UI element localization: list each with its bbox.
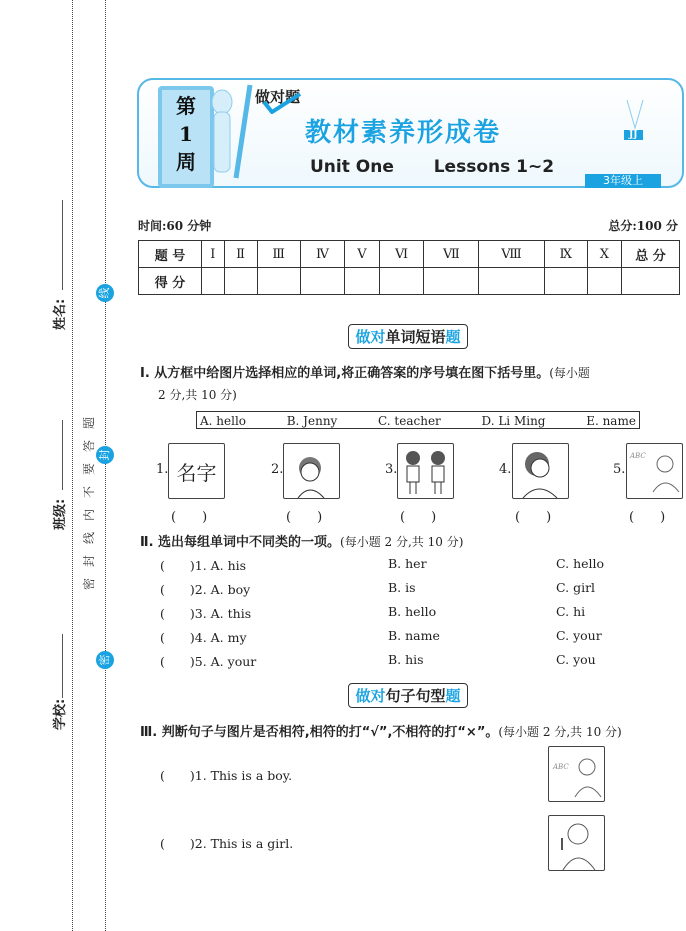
- table-cell: Ⅴ: [345, 241, 379, 268]
- table-cell: Ⅹ: [587, 241, 621, 268]
- table-cell: Ⅳ: [300, 241, 344, 268]
- option-c: C. girl: [556, 580, 596, 595]
- question-2-item[interactable]: ( )3. A. this: [160, 606, 252, 621]
- word-option: E. name: [586, 414, 636, 428]
- question-2-item[interactable]: ( )5. A. your: [160, 654, 257, 669]
- paper-title: 教材素养形成卷: [304, 118, 501, 148]
- section-badge: 做对单词短语题: [348, 324, 467, 349]
- time-limit: 时间:60 分钟: [138, 219, 212, 233]
- table-cell: Ⅷ: [479, 241, 544, 268]
- option-b: B. is: [388, 580, 416, 595]
- picture-teacher: ABC: [548, 746, 605, 802]
- section-badge: 做对句子句型题: [348, 683, 467, 708]
- answer-blank[interactable]: ( ): [171, 510, 208, 525]
- question-3-item[interactable]: ( )2. This is a girl.: [160, 836, 294, 851]
- picture-two-boys: [397, 443, 454, 499]
- option-c: C. your: [556, 628, 602, 643]
- picture-girl: [283, 443, 340, 499]
- option-c: C. you: [556, 652, 596, 667]
- option-b: B. her: [388, 556, 427, 571]
- score-table: [138, 240, 680, 295]
- picture-teacher: ABC: [626, 443, 683, 499]
- week-number: 1: [179, 122, 193, 146]
- picture-boy-pointing: [548, 815, 605, 871]
- question-3-title: Ⅲ. 判断句子与图片是否相符,相符的打“√”,不相符的打“×”。(每小题 2 分,共 10 分): [140, 725, 622, 740]
- unit-label: Unit One: [310, 157, 394, 177]
- seal-warning: 密封线内不要答题: [82, 405, 96, 590]
- score-cell[interactable]: [300, 268, 344, 295]
- seal-feng-icon: 封: [96, 446, 114, 464]
- name-field[interactable]: [62, 200, 63, 290]
- question-2-title: Ⅱ. 选出每组单词中不同类的一项。(每小题 2 分,共 10 分): [140, 535, 464, 550]
- unit-subtitle: [310, 157, 554, 177]
- section-header-words: [0, 324, 686, 349]
- question-2-item[interactable]: ( )2. A. boy: [160, 582, 251, 597]
- question-1-note: 2 分,共 10 分): [158, 388, 237, 402]
- answer-blank[interactable]: ( ): [629, 510, 666, 525]
- answer-blank[interactable]: ( ): [400, 510, 437, 525]
- option-b: B. hello: [388, 604, 437, 619]
- lessons-label: Lessons 1~2: [433, 157, 555, 177]
- word-option: C. teacher: [378, 414, 441, 428]
- score-cell[interactable]: [622, 268, 680, 295]
- question-3-item[interactable]: ( )1. This is a boy.: [160, 768, 293, 783]
- brand-logo: 做对题: [255, 88, 301, 106]
- answer-blank[interactable]: ( ): [515, 510, 552, 525]
- score-cell[interactable]: [257, 268, 300, 295]
- edition-tag: JJ: [624, 130, 643, 140]
- picture-name-chars: 名字: [168, 443, 225, 499]
- option-b: B. name: [388, 628, 440, 643]
- option-c: C. hi: [556, 604, 586, 619]
- picture-number: 1.: [156, 462, 169, 477]
- table-cell: 总 分: [622, 241, 680, 268]
- word-option: A. hello: [200, 414, 247, 428]
- picture-number: 4.: [499, 462, 512, 477]
- table-cell: Ⅶ: [424, 241, 479, 268]
- score-cell[interactable]: [224, 268, 257, 295]
- table-cell: Ⅸ: [544, 241, 587, 268]
- grade-tag: 3年级上: [585, 174, 661, 188]
- table-header-row: [139, 241, 680, 268]
- score-cell[interactable]: [479, 268, 544, 295]
- question-2-item[interactable]: ( )4. A. my: [160, 630, 247, 645]
- class-label: 班级:: [53, 498, 68, 530]
- picture-number: 3.: [385, 462, 398, 477]
- score-cell[interactable]: [345, 268, 379, 295]
- week-char: 第: [176, 94, 196, 118]
- option-b: B. his: [388, 652, 424, 667]
- score-cell[interactable]: [379, 268, 424, 295]
- picture-number: 5.: [613, 462, 626, 477]
- question-2-item[interactable]: ( )1. A. his: [160, 558, 247, 573]
- table-cell: Ⅵ: [379, 241, 424, 268]
- total-score: 总分:100 分: [608, 219, 678, 233]
- checkmark-icon: [262, 92, 302, 114]
- table-cell: Ⅱ: [224, 241, 257, 268]
- table-cell: Ⅲ: [257, 241, 300, 268]
- lanyard-icon: [624, 100, 646, 130]
- table-cell: 得 分: [139, 268, 202, 295]
- picture-number: 2.: [271, 462, 284, 477]
- table-cell: 题 号: [139, 241, 202, 268]
- word-option: B. Jenny: [286, 414, 338, 428]
- section-header-sentences: [0, 683, 686, 708]
- school-label: 学校:: [53, 698, 68, 730]
- word-bank: [196, 411, 640, 429]
- question-1-title: Ⅰ. 从方框中给图片选择相应的单词,将正确答案的序号填在图下括号里。(每小题: [140, 366, 590, 381]
- word-option: D. Li Ming: [481, 414, 546, 428]
- name-label: 姓名:: [53, 298, 68, 330]
- table-cell: Ⅰ: [202, 241, 225, 268]
- class-field[interactable]: [62, 420, 63, 490]
- picture-boy: [512, 443, 569, 499]
- option-c: C. hello: [556, 556, 605, 571]
- score-cell[interactable]: [202, 268, 225, 295]
- seal-xian-icon: 线: [96, 284, 114, 302]
- week-char: 周: [176, 150, 196, 174]
- score-cell[interactable]: [544, 268, 587, 295]
- score-cell[interactable]: [424, 268, 479, 295]
- seal-mi-icon: 密: [96, 651, 114, 669]
- table-score-row: [139, 268, 680, 295]
- score-cell[interactable]: [587, 268, 621, 295]
- answer-blank[interactable]: ( ): [286, 510, 323, 525]
